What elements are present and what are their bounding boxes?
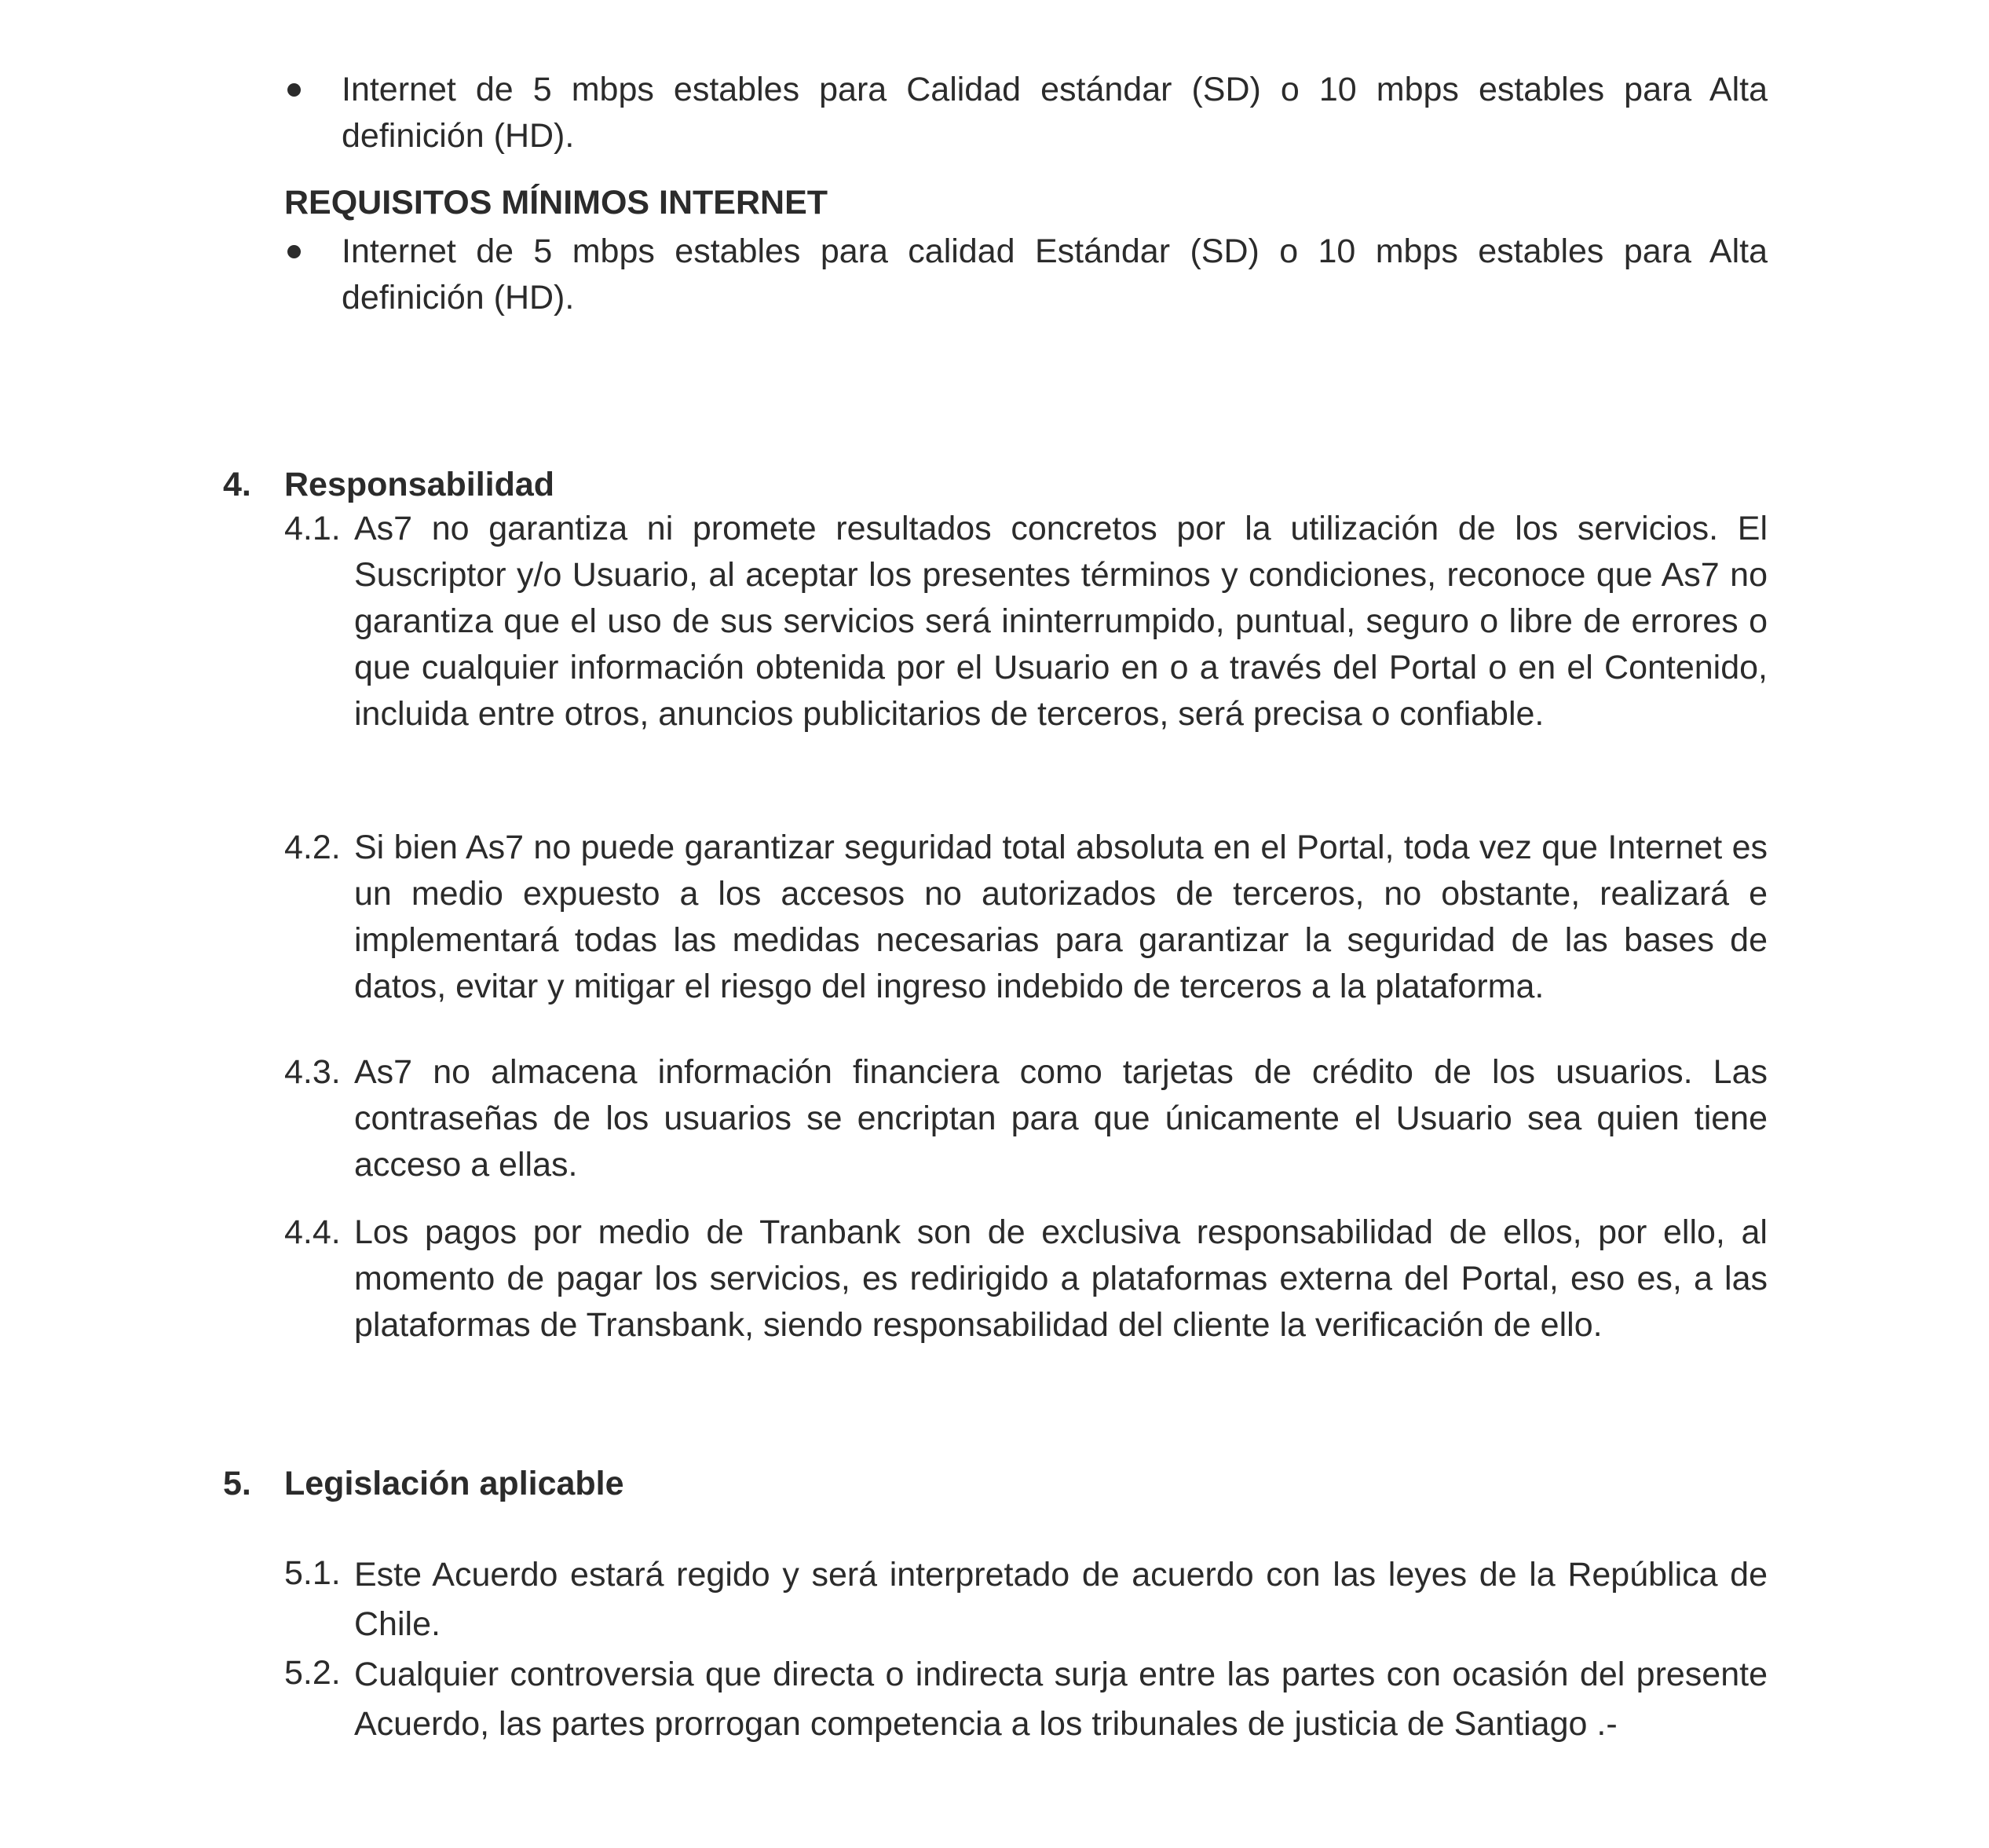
item-5-2-number: 5.2. bbox=[284, 1654, 341, 1692]
section-4-number: 4. bbox=[223, 466, 251, 503]
section-5-title: Legislación aplicable bbox=[284, 1465, 624, 1502]
section-4-title: Responsabilidad bbox=[284, 466, 555, 503]
item-4-1-number: 4.1. bbox=[284, 510, 341, 547]
item-5-2-text: Cualquier controversia que directa o indirecta surja entre las partes con ocasión del presente Acuerdo, las partes prorrogan competencia a los tribunales de justicia de Santiago .- bbox=[354, 1656, 1768, 1743]
requirements-heading: REQUISITOS MÍNIMOS INTERNET bbox=[284, 184, 828, 221]
bullet-icon bbox=[287, 245, 301, 258]
item-4-3-text: As7 no almacena información financiera como tarjetas de crédito de los usuarios. Las contraseñas de los usuarios se encriptan para que únicamente el Usuario sea quien tiene acceso a ellas. bbox=[354, 1053, 1768, 1184]
section-5-number: 5. bbox=[223, 1465, 251, 1502]
item-5-1-number: 5.1. bbox=[284, 1554, 341, 1592]
item-5-1-text: Este Acuerdo estará regido y será interpretado de acuerdo con las leyes de la República de Chile. bbox=[354, 1556, 1768, 1643]
bullet-item-top: Internet de 5 mbps estables para Calidad estándar (SD) o 10 mbps estables para Alta definición (HD). bbox=[342, 71, 1768, 155]
bullet-item-requirements: Internet de 5 mbps estables para calidad Estándar (SD) o 10 mbps estables para Alta definición (HD). bbox=[342, 232, 1768, 317]
item-4-2-number: 4.2. bbox=[284, 829, 341, 866]
item-4-3-number: 4.3. bbox=[284, 1053, 341, 1091]
item-4-1-text: As7 no garantiza ni promete resultados concretos por la utilización de los servicios. El Suscriptor y/o Usuario, al aceptar los presentes términos y condiciones, reconoce que As7 no garantiza que el uso de sus servicios será ininterrumpido, puntual, seguro o libre de errores o que cualquier información obtenida por el Usuario en o a través del Portal o en el Contenido, incluida entre otros, anuncios publicitarios de terceros, será precisa o confiable. bbox=[354, 510, 1768, 733]
item-4-2-text: Si bien As7 no puede garantizar seguridad total absoluta en el Portal, toda vez que Internet es un medio expuesto a los accesos no autorizados de terceros, no obstante, realizará e implementará todas las medidas necesarias para garantizar la seguridad de las bases de datos, evitar y mitigar el riesgo del ingreso indebido de terceros a la plataforma. bbox=[354, 829, 1768, 1005]
bullet-icon bbox=[287, 83, 301, 97]
item-4-4-text: Los pagos por medio de Tranbank son de exclusiva responsabilidad de ellos, por ello, al momento de pagar los servicios, es redirigido a plataformas externa del Portal, eso es, a las plataformas de Transbank, siendo responsabilidad del cliente la verificación de ello. bbox=[354, 1213, 1768, 1344]
item-4-4-number: 4.4. bbox=[284, 1213, 341, 1251]
